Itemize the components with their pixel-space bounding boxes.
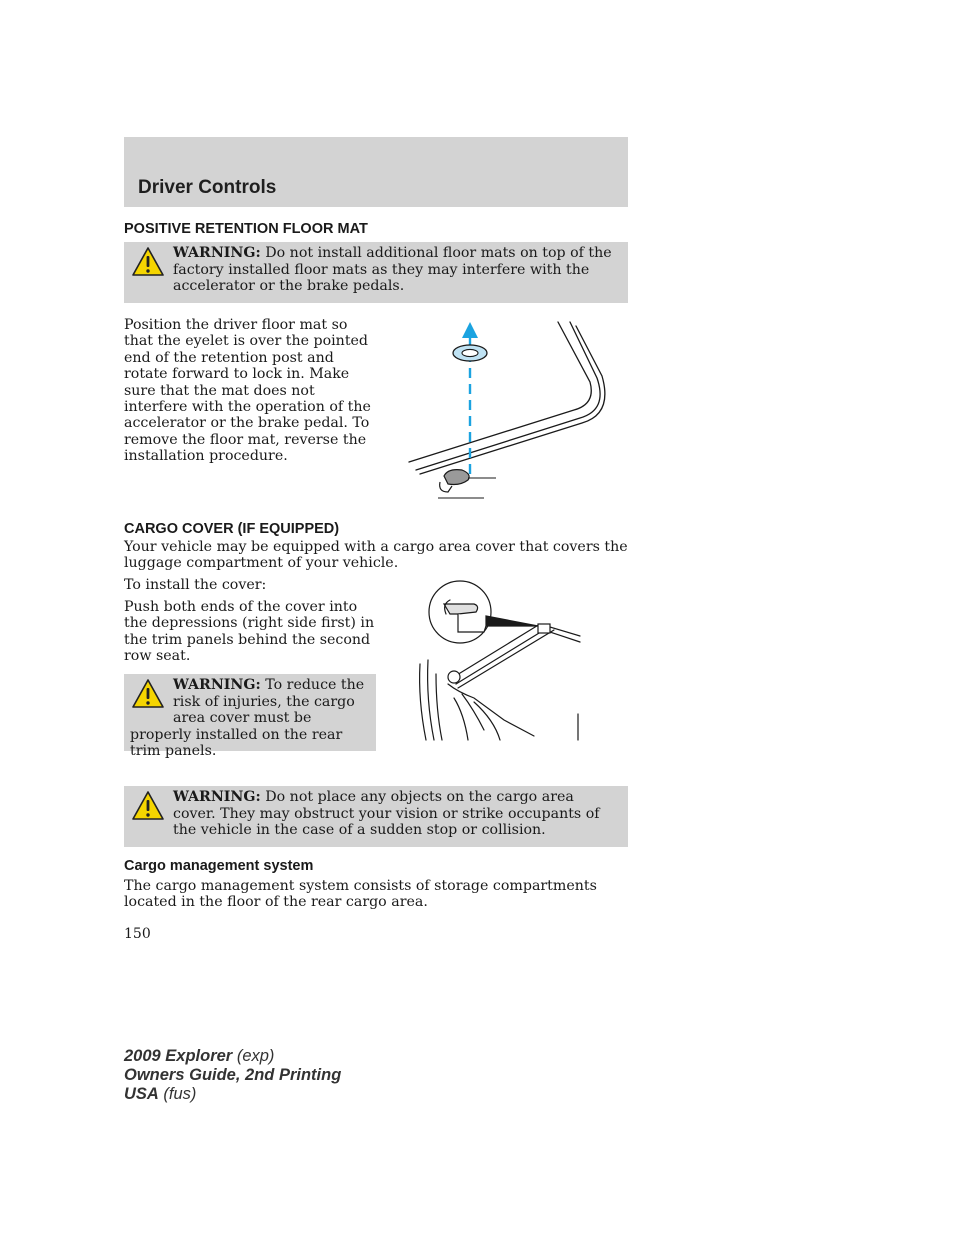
warning-triangle-icon xyxy=(130,245,166,279)
warning-label: WARNING: xyxy=(173,677,261,693)
footer-model: 2009 Explorer xyxy=(124,1047,233,1065)
floor-mat-body: Position the driver floor mat so that the eyelet is over the pointed end of the retention post and rotate forward to lock in. Make sure that the mat does not interfere with the operation of the accelerator or the brake pedal. To remove the floor mat, reverse the installation procedure. xyxy=(124,317,371,465)
cargo-management-body: The cargo management system consists of storage compartments located in the floor of the rear cargo area. xyxy=(124,878,597,911)
cargo-cover-illustration xyxy=(414,580,582,742)
footer-market: USA xyxy=(124,1085,159,1103)
warning-triangle-icon xyxy=(130,789,166,823)
cargo-management-heading: Cargo management system xyxy=(124,858,314,874)
floor-mat-warning-box xyxy=(124,242,628,303)
footer-printing: Owners Guide, 2nd Printing xyxy=(124,1066,342,1084)
cargo-cover-install-step: Push both ends of the cover into the depressions (right side first) in the trim panels behind the second row seat. xyxy=(124,599,375,665)
cargo-cover-install-lead: To install the cover: xyxy=(124,577,267,593)
floor-mat-warning-text xyxy=(130,243,620,295)
warning-label: WARNING: xyxy=(173,245,261,261)
cargo-cover-heading: CARGO COVER (IF EQUIPPED) xyxy=(124,521,340,537)
floor-mat-illustration xyxy=(404,316,610,502)
footer-line-1 xyxy=(124,1047,341,1066)
warning-message: To reduce the risk of injuries, the cargo area cover must be properly installed on the rear trim panels. xyxy=(130,677,365,759)
cargo-cover-warning-text-2 xyxy=(130,787,620,839)
footer-line-2 xyxy=(124,1066,341,1085)
page-header-title: Driver Controls xyxy=(138,177,277,198)
warning-message: Do not install additional floor mats on top of the factory installed floor mats as they may interfere with the accelerator or the brake pedals. xyxy=(173,245,612,294)
footer-line-3 xyxy=(124,1085,341,1104)
cargo-cover-intro: Your vehicle may be equipped with a cargo area cover that covers the luggage compartment of your vehicle. xyxy=(124,539,628,572)
warning-label: WARNING: xyxy=(173,789,261,805)
footer xyxy=(124,1047,341,1104)
warning-message: Do not place any objects on the cargo area cover. They may obstruct your vision or strike occupants of the vehicle in the case of a sudden stop or collision. xyxy=(173,789,600,838)
page-number: 150 xyxy=(124,926,151,942)
footer-market-code: (fus) xyxy=(158,1085,197,1103)
footer-model-code: (exp) xyxy=(232,1047,275,1065)
warning-triangle-icon xyxy=(130,677,166,711)
cargo-cover-warning-box-1 xyxy=(124,674,376,759)
floor-mat-heading: POSITIVE RETENTION FLOOR MAT xyxy=(124,221,368,237)
cargo-cover-warning-box-2 xyxy=(124,786,628,847)
